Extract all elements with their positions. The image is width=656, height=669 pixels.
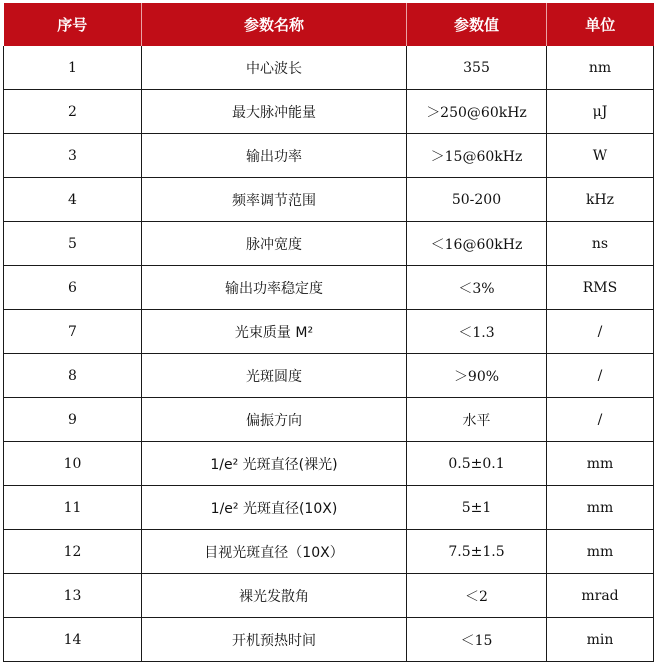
cell-index: 10 bbox=[4, 442, 142, 486]
cell-unit: mm bbox=[547, 486, 654, 530]
cell-unit: mm bbox=[547, 530, 654, 574]
table-row bbox=[4, 310, 654, 354]
cell-name: 脉冲宽度 bbox=[142, 222, 407, 266]
cell-value: 7.5±1.5 bbox=[407, 530, 547, 574]
cell-unit: kHz bbox=[547, 178, 654, 222]
cell-name: 裸光发散角 bbox=[142, 574, 407, 618]
cell-unit: RMS bbox=[547, 266, 654, 310]
cell-name: 光斑圆度 bbox=[142, 354, 407, 398]
table-row bbox=[4, 266, 654, 310]
cell-value: ＜1.3 bbox=[407, 310, 547, 354]
cell-name: 输出功率 bbox=[142, 134, 407, 178]
cell-value: ＜15 bbox=[407, 618, 547, 662]
table-row bbox=[4, 618, 654, 662]
cell-name: 开机预热时间 bbox=[142, 618, 407, 662]
cell-index: 11 bbox=[4, 486, 142, 530]
cell-index: 12 bbox=[4, 530, 142, 574]
cell-value: ＞250@60kHz bbox=[407, 90, 547, 134]
cell-index: 9 bbox=[4, 398, 142, 442]
cell-index: 6 bbox=[4, 266, 142, 310]
cell-value: ＜2 bbox=[407, 574, 547, 618]
cell-value: 50-200 bbox=[407, 178, 547, 222]
header-index: 序号 bbox=[4, 3, 142, 46]
table-body bbox=[4, 46, 654, 662]
table-row bbox=[4, 354, 654, 398]
table-row bbox=[4, 486, 654, 530]
cell-name: 最大脉冲能量 bbox=[142, 90, 407, 134]
table-row bbox=[4, 222, 654, 266]
cell-name: 输出功率稳定度 bbox=[142, 266, 407, 310]
table-row bbox=[4, 134, 654, 178]
cell-unit: min bbox=[547, 618, 654, 662]
cell-unit: ns bbox=[547, 222, 654, 266]
cell-index: 5 bbox=[4, 222, 142, 266]
header-row bbox=[4, 3, 654, 46]
cell-value: 水平 bbox=[407, 398, 547, 442]
table-row bbox=[4, 178, 654, 222]
cell-unit: / bbox=[547, 310, 654, 354]
cell-unit: W bbox=[547, 134, 654, 178]
table-row bbox=[4, 90, 654, 134]
header-unit: 单位 bbox=[547, 3, 654, 46]
cell-name: 中心波长 bbox=[142, 46, 407, 90]
cell-value: ＞15@60kHz bbox=[407, 134, 547, 178]
table-row bbox=[4, 574, 654, 618]
spec-table bbox=[3, 3, 654, 662]
cell-index: 13 bbox=[4, 574, 142, 618]
cell-unit: / bbox=[547, 398, 654, 442]
cell-name: 频率调节范围 bbox=[142, 178, 407, 222]
header-value: 参数值 bbox=[407, 3, 547, 46]
cell-unit: μJ bbox=[547, 90, 654, 134]
table-header bbox=[4, 3, 654, 46]
table-row bbox=[4, 442, 654, 486]
cell-value: ＜16@60kHz bbox=[407, 222, 547, 266]
cell-index: 14 bbox=[4, 618, 142, 662]
cell-index: 4 bbox=[4, 178, 142, 222]
cell-index: 8 bbox=[4, 354, 142, 398]
cell-index: 7 bbox=[4, 310, 142, 354]
table-row bbox=[4, 46, 654, 90]
cell-value: 0.5±0.1 bbox=[407, 442, 547, 486]
cell-index: 1 bbox=[4, 46, 142, 90]
table-row bbox=[4, 530, 654, 574]
cell-unit: / bbox=[547, 354, 654, 398]
cell-name: 光束质量 M² bbox=[142, 310, 407, 354]
cell-index: 3 bbox=[4, 134, 142, 178]
cell-name: 目视光斑直径（10X） bbox=[142, 530, 407, 574]
cell-unit: mrad bbox=[547, 574, 654, 618]
cell-name: 1/e² 光斑直径(10X) bbox=[142, 486, 407, 530]
cell-value: ＞90% bbox=[407, 354, 547, 398]
cell-name: 偏振方向 bbox=[142, 398, 407, 442]
table-row bbox=[4, 398, 654, 442]
cell-unit: nm bbox=[547, 46, 654, 90]
cell-value: ＜3% bbox=[407, 266, 547, 310]
cell-value: 5±1 bbox=[407, 486, 547, 530]
header-name: 参数名称 bbox=[142, 3, 407, 46]
cell-unit: mm bbox=[547, 442, 654, 486]
cell-value: 355 bbox=[407, 46, 547, 90]
cell-index: 2 bbox=[4, 90, 142, 134]
cell-name: 1/e² 光斑直径(裸光) bbox=[142, 442, 407, 486]
